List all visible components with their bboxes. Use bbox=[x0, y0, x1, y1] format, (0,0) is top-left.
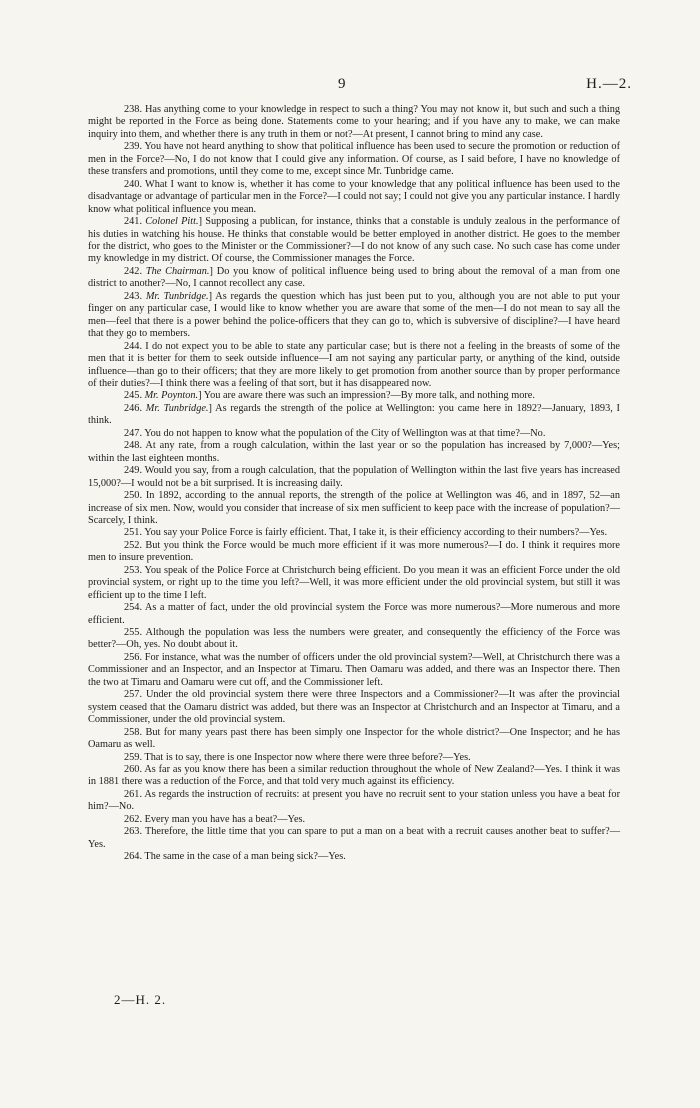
question-paragraph bbox=[88, 789, 620, 814]
question-paragraph bbox=[88, 428, 620, 440]
question-number: 246. bbox=[124, 402, 146, 414]
question-paragraph bbox=[88, 527, 620, 539]
evidence-body bbox=[88, 104, 620, 864]
paragraph-text: 247. You do not happen to know what the population of the City of Wellington was at that time?—No. bbox=[124, 427, 546, 439]
question-paragraph bbox=[88, 216, 620, 266]
question-paragraph bbox=[88, 291, 620, 341]
paragraph-text: 250. In 1892, according to the annual reports, the strength of the police at Wellington was 46, and in 1897, 52—an increase of six men. Now, would you consider that increase of six men sufficient to keep pace with the increase of population?—Scarcely, I think. bbox=[88, 490, 620, 526]
paragraph-text: 248. At any rate, from a rough calculation, within the last year or so the population has increased by 7,000?—Yes; within the last eighteen months. bbox=[88, 440, 620, 464]
paragraph-text: 259. That is to say, there is one Inspector now where there were three before?—Yes. bbox=[124, 751, 471, 763]
paragraph-text: 258. But for many years past there has been simply one Inspector for the whole district?—One Inspector; and he has Oamaru as well. bbox=[88, 726, 620, 751]
question-number: 242. bbox=[124, 265, 146, 277]
speaker-name: Mr. Poynton. bbox=[144, 390, 199, 402]
question-paragraph bbox=[88, 141, 620, 178]
paragraph-text: ] You are aware there was such an impression?—By more talk, and nothing more. bbox=[198, 390, 535, 402]
paragraph-text: 253. You speak of the Police Force at Christchurch being efficient. Do you mean it was an efficient Force under the old provincial system, or right up to the time you left?—Well, it was more efficient under the old provincial system, but still it was efficient up to the time I left. bbox=[88, 564, 620, 601]
paragraph-text: 244. I do not expect you to be able to state any particular case; but is there not a feeling in the breasts of some of the men that it is better for them to seek outside influence—I am not saying any particular party, or anything of the kind, outside influence—than go to their officers; that they are more likely to get promotion from another source than by proper performance of their duties?—I think there was a feeling of that sort, but it has disappeared now. bbox=[88, 340, 620, 389]
paragraph-text: 261. As regards the instruction of recruits: at present you have no recruit sent to your station unless you have a beat for him?—No. bbox=[88, 788, 620, 813]
question-number: 243. bbox=[124, 290, 146, 302]
paragraph-text: 257. Under the old provincial system there were three Inspectors and a Commissioner?—It was after the provincial system ceased that the Oamaru district was added, but there was an Inspector at Christchurch and an Inspector at Timaru, and a Commissioner, under the old provincial system. bbox=[88, 689, 620, 726]
question-paragraph bbox=[88, 652, 620, 689]
paragraph-text: 255. Although the population was less the numbers were greater, and consequently the efficiency of the Force was better?—Oh, yes. No doubt about it. bbox=[88, 627, 620, 651]
paragraph-text: 249. Would you say, from a rough calculation, that the population of Wellington within the last five years has increased 15,000?—I would not be a bit surprised. It is increasing daily. bbox=[88, 465, 620, 489]
paragraph-text: 254. As a matter of fact, under the old provincial system the Force was more numerous?—More numerous and more efficient. bbox=[88, 602, 620, 626]
question-paragraph bbox=[88, 490, 620, 527]
question-paragraph bbox=[88, 266, 620, 291]
speaker-name: Colonel Pitt. bbox=[145, 216, 199, 228]
page-number: 9 bbox=[338, 76, 346, 92]
paragraph-text: ] As regards the question which has just been put to you, although you are not able to put your finger on any particular case, I would like to know whether you are aware that some of the men—I do not mean to say all the men—feel that there is a power behind the police-officers that they can go to, which is subversive of discipline?—I have heard that they go to members. bbox=[88, 290, 620, 340]
question-paragraph bbox=[88, 752, 620, 764]
question-paragraph bbox=[88, 104, 620, 141]
question-paragraph bbox=[88, 602, 620, 627]
paragraph-text: 239. You have not heard anything to show that political influence has been used to secure the promotion or reduction of men in the Force?—No, I do not know that I could give any information. Of course, as I said before, I have no knowledge of these transfers and promotions, until they come to me, except since Mr. Tunbridge came. bbox=[88, 141, 620, 178]
speaker-name: Mr. Tunbridge. bbox=[145, 290, 209, 302]
question-paragraph bbox=[88, 341, 620, 391]
paragraph-text: 264. The same in the case of a man being sick?—Yes. bbox=[124, 851, 346, 863]
paragraph-text: 256. For instance, what was the number of officers under the old provincial system?—Well, at Christchurch there was a Commissioner and an Inspector, and an Inspector at Timaru. Then Oamaru was added, and there was an Inspector there. Then the two at Timaru and Oamaru were cut off, and the Commissioner left. bbox=[88, 651, 620, 688]
question-paragraph bbox=[88, 826, 620, 851]
question-paragraph bbox=[88, 627, 620, 652]
paragraph-text: ] Do you know of political influence being used to bring about the removal of a man from one district to another?—No, I cannot recollect any case. bbox=[88, 265, 620, 290]
question-paragraph bbox=[88, 565, 620, 602]
speaker-name: The Chairman. bbox=[145, 265, 210, 277]
paragraph-text: 240. What I want to know is, whether it has come to your knowledge that any political influence has been used to the disadvantage or advantage of particular men in the Force?—I could not say; I could not give you any particular instance. I hardly know what political influence you mean. bbox=[88, 178, 620, 215]
paragraph-text: 263. Therefore, the little time that you can spare to put a man on a beat with a recruit causes another beat to suffer?—Yes. bbox=[88, 826, 620, 850]
question-paragraph bbox=[88, 851, 620, 863]
paragraph-text: 251. You say your Police Force is fairly efficient. That, I take it, is their efficiency according to their numbers?—Yes. bbox=[124, 527, 608, 539]
question-paragraph bbox=[88, 814, 620, 826]
question-paragraph bbox=[88, 440, 620, 465]
paragraph-text: 262. Every man you have has a beat?—Yes. bbox=[124, 813, 306, 825]
question-paragraph bbox=[88, 390, 620, 402]
question-paragraph bbox=[88, 465, 620, 490]
question-paragraph bbox=[88, 540, 620, 565]
document-reference: H.—2. bbox=[586, 76, 632, 92]
paragraph-text: 238. Has anything come to your knowledge in respect to such a thing? You may not know it, but such and such a thing might be reported in the Force as being done. Statements come to your hearing; and if you have any to make, we can make inquiry into them, and whether there is any truth in them or not?—At present, I cannot bring to mind any case. bbox=[88, 104, 620, 140]
paragraph-text: 260. As far as you know there has been a similar reduction throughout the whole of New Zealand?—Yes. I think it was in 1881 there was a reduction of the Force, and that told very much against its efficiency. bbox=[88, 764, 620, 788]
paragraph-text: ] Supposing a publican, for instance, thinks that a constable is unduly zealous in the performance of his duties in watching his house. He thinks that constable would be better employed in another district. He goes to the member for the district, who goes to the Minister or the Commissioner?—I do not know of any such case. No such case has come under my knowledge in my district. Of course, the Commissioner manages the Force. bbox=[88, 216, 621, 265]
question-paragraph bbox=[88, 689, 620, 726]
question-number: 241. bbox=[124, 216, 146, 228]
question-paragraph bbox=[88, 727, 620, 752]
question-number: 245. bbox=[124, 390, 145, 402]
question-paragraph bbox=[88, 179, 620, 216]
speaker-name: Mr. Tunbridge. bbox=[145, 402, 209, 414]
paragraph-text: ] As regards the strength of the police at Wellington: you came here in 1892?—January, 1893, I think. bbox=[88, 402, 620, 427]
sheet-signature: 2—H. 2. bbox=[114, 992, 167, 1007]
question-paragraph bbox=[88, 403, 620, 428]
paragraph-text: 252. But you think the Force would be much more efficient if it was more numerous?—I do. I think it requires more men to insure prevention. bbox=[88, 539, 620, 564]
question-paragraph bbox=[88, 764, 620, 789]
